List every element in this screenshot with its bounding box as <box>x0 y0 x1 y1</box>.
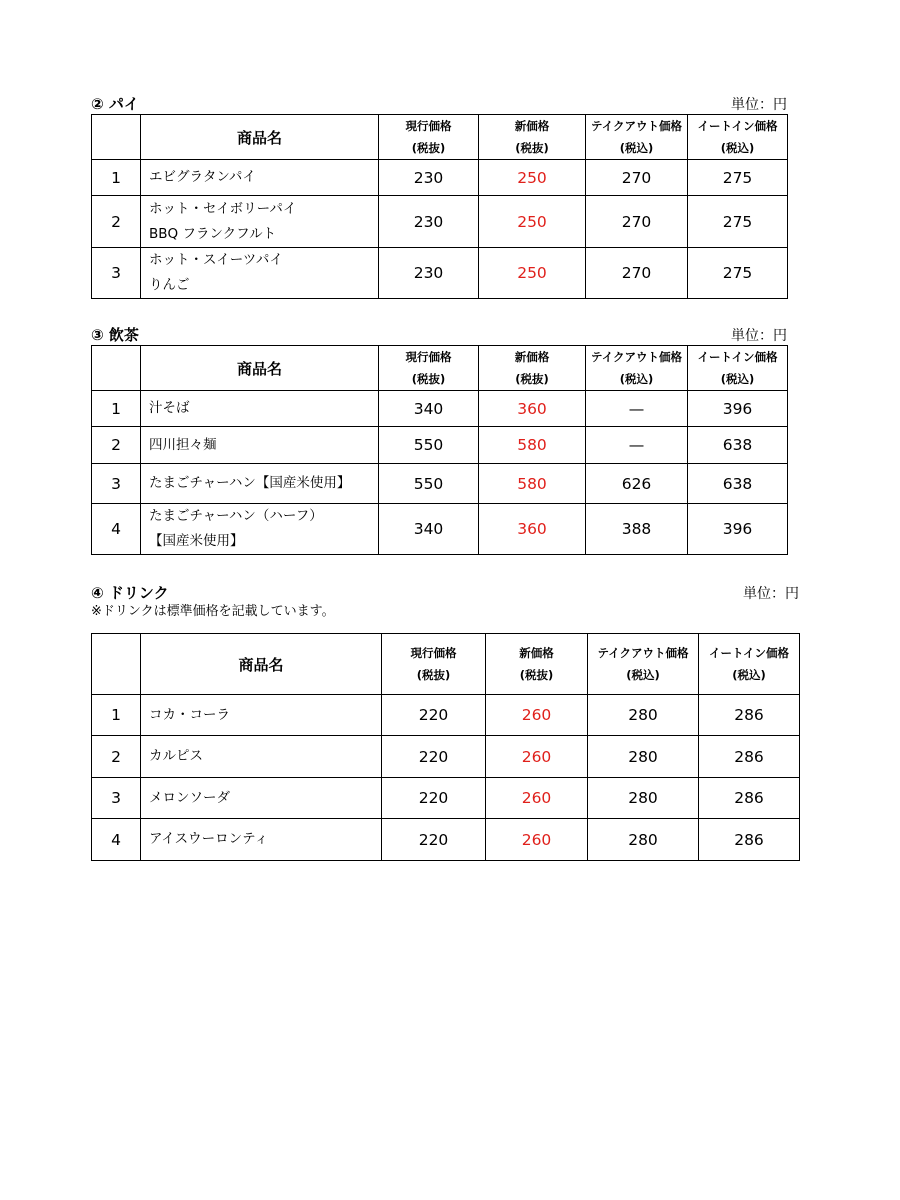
current-price: 340 <box>379 504 479 555</box>
unit-label: 単位：円 <box>731 97 787 113</box>
header-line: (税抜) <box>515 141 549 155</box>
table-header-row <box>92 346 788 391</box>
table-row <box>92 248 788 299</box>
product-name-line: 四川担々麺 <box>149 436 217 453</box>
unit-label: 単位：円 <box>731 328 787 344</box>
row-number: 2 <box>92 427 141 464</box>
takeout-price: 626 <box>586 464 688 504</box>
table-row <box>92 464 788 504</box>
header-product-name: 商品名 <box>141 346 379 391</box>
takeout-price: 270 <box>586 248 688 299</box>
header-new-price <box>479 115 586 160</box>
header-line: 新価格 <box>514 119 550 133</box>
eatin-price: 275 <box>688 248 788 299</box>
header-line: (税抜) <box>411 372 446 386</box>
table-row <box>92 778 800 819</box>
takeout-price: 280 <box>588 695 699 736</box>
table-row <box>92 160 788 196</box>
table-row <box>92 504 788 555</box>
table-header-row <box>92 115 788 160</box>
header-line: 現行価格 <box>410 646 457 660</box>
product-name <box>141 819 382 861</box>
product-name <box>141 160 379 196</box>
new-price: 250 <box>479 248 586 299</box>
header-line: (税抜) <box>411 141 446 155</box>
product-name <box>141 504 379 555</box>
table-row <box>92 196 788 248</box>
product-name <box>141 427 379 464</box>
product-name-line: 【国産米使用】 <box>149 533 244 549</box>
product-name-line: りんご <box>149 277 190 293</box>
eatin-price: 396 <box>688 504 788 555</box>
header-line: (税抜) <box>515 372 549 386</box>
takeout-price: — <box>586 391 688 427</box>
header-line: 現行価格 <box>405 119 452 133</box>
header-line: (税込) <box>732 668 766 682</box>
product-name-line: ホット・セイボリーパイ <box>149 200 297 217</box>
header-line: 新価格 <box>519 646 554 660</box>
section-header <box>91 325 787 345</box>
header-current-price <box>379 346 479 391</box>
product-name <box>141 248 379 299</box>
section-pie <box>91 94 787 299</box>
new-price: 580 <box>479 427 586 464</box>
current-price: 220 <box>382 695 486 736</box>
row-number: 3 <box>92 464 141 504</box>
current-price: 220 <box>382 778 486 819</box>
product-name-line: 汁そば <box>149 400 190 416</box>
header-line: テイクアウト価格 <box>591 350 682 364</box>
table-row <box>92 391 788 427</box>
header-eatin-price <box>688 115 788 160</box>
header-line: イートイン価格 <box>697 119 778 133</box>
header-no-cell <box>92 346 141 391</box>
header-line: (税抜) <box>416 668 451 682</box>
header-no-cell <box>92 115 141 160</box>
takeout-price: 270 <box>586 196 688 248</box>
header-line: テイクアウト価格 <box>591 119 682 133</box>
current-price: 340 <box>379 391 479 427</box>
new-price: 260 <box>486 819 588 861</box>
product-name-line: メロンソーダ <box>149 789 230 806</box>
product-name <box>141 464 379 504</box>
new-price: 360 <box>479 391 586 427</box>
header-line: イートイン価格 <box>709 646 789 660</box>
new-price: 250 <box>479 196 586 248</box>
product-name-line: カルピス <box>149 748 203 764</box>
section-note: ※ドリンクは標準価格を記載しています。 <box>91 604 335 619</box>
eatin-price: 286 <box>699 778 800 819</box>
new-price: 260 <box>486 778 588 819</box>
new-price: 360 <box>479 504 586 555</box>
header-eatin-price <box>699 634 800 695</box>
header-line: 新価格 <box>514 350 550 364</box>
takeout-price: 388 <box>586 504 688 555</box>
takeout-price: 280 <box>588 778 699 819</box>
row-number: 2 <box>92 196 141 248</box>
header-no-cell <box>92 634 141 695</box>
eatin-price: 275 <box>688 160 788 196</box>
header-line: 現行価格 <box>405 350 452 364</box>
section-title: ④ ドリンク <box>91 584 169 602</box>
product-name <box>141 736 382 778</box>
new-price: 260 <box>486 695 588 736</box>
section-header <box>91 583 799 603</box>
product-name-line: ホット・スイーツパイ <box>149 252 283 268</box>
current-price: 220 <box>382 819 486 861</box>
header-line: (税込) <box>619 372 654 386</box>
price-table <box>91 633 800 861</box>
eatin-price: 396 <box>688 391 788 427</box>
header-new-price <box>486 634 588 695</box>
row-number: 2 <box>92 736 141 778</box>
current-price: 230 <box>379 196 479 248</box>
table-row <box>92 819 800 861</box>
row-number: 4 <box>92 819 141 861</box>
row-number: 1 <box>92 160 141 196</box>
table-row <box>92 427 788 464</box>
eatin-price: 286 <box>699 695 800 736</box>
header-eatin-price <box>688 346 788 391</box>
price-table <box>91 114 788 299</box>
product-name <box>141 196 379 248</box>
header-takeout-price <box>586 346 688 391</box>
eatin-price: 638 <box>688 427 788 464</box>
takeout-price: — <box>586 427 688 464</box>
section-title: ② パイ <box>91 95 139 113</box>
current-price: 550 <box>379 464 479 504</box>
row-number: 3 <box>92 778 141 819</box>
product-name <box>141 695 382 736</box>
header-line: (税込) <box>720 372 755 386</box>
header-product-name: 商品名 <box>141 115 379 160</box>
product-name <box>141 391 379 427</box>
header-current-price <box>379 115 479 160</box>
current-price: 230 <box>379 248 479 299</box>
section-title: ③ 飲茶 <box>91 326 139 344</box>
product-name-line: BBQ フランクフルト <box>149 225 277 242</box>
header-line: イートイン価格 <box>697 350 778 364</box>
takeout-price: 270 <box>586 160 688 196</box>
product-name <box>141 778 382 819</box>
table-row <box>92 736 800 778</box>
row-number: 1 <box>92 391 141 427</box>
section-yumcha <box>91 325 787 555</box>
header-takeout-price <box>586 115 688 160</box>
current-price: 220 <box>382 736 486 778</box>
section-drink <box>91 583 799 861</box>
table-header-row <box>92 634 800 695</box>
eatin-price: 286 <box>699 819 800 861</box>
header-line: テイクアウト価格 <box>597 646 689 660</box>
product-name-line: エビグラタンパイ <box>149 169 256 185</box>
section-header <box>91 94 787 114</box>
header-line: (税抜) <box>519 668 554 682</box>
row-number: 3 <box>92 248 141 299</box>
new-price: 260 <box>486 736 588 778</box>
price-table <box>91 345 788 555</box>
table-row <box>92 695 800 736</box>
header-takeout-price <box>588 634 699 695</box>
header-line: (税込) <box>619 141 654 155</box>
eatin-price: 286 <box>699 736 800 778</box>
new-price: 250 <box>479 160 586 196</box>
header-current-price <box>382 634 486 695</box>
takeout-price: 280 <box>588 736 699 778</box>
product-name-line: たまごチャーハン（ハーフ） <box>149 508 323 524</box>
product-name-line: コカ・コーラ <box>149 706 230 723</box>
unit-label: 単位：円 <box>743 586 799 602</box>
product-name-line: たまごチャーハン【国産米使用】 <box>149 475 351 491</box>
header-product-name: 商品名 <box>141 634 382 695</box>
header-line: (税込) <box>626 668 660 682</box>
eatin-price: 275 <box>688 196 788 248</box>
header-line: (税込) <box>720 141 755 155</box>
new-price: 580 <box>479 464 586 504</box>
header-new-price <box>479 346 586 391</box>
row-number: 4 <box>92 504 141 555</box>
eatin-price: 638 <box>688 464 788 504</box>
current-price: 550 <box>379 427 479 464</box>
row-number: 1 <box>92 695 141 736</box>
product-name-line: アイスウーロンティ <box>149 831 269 847</box>
takeout-price: 280 <box>588 819 699 861</box>
current-price: 230 <box>379 160 479 196</box>
